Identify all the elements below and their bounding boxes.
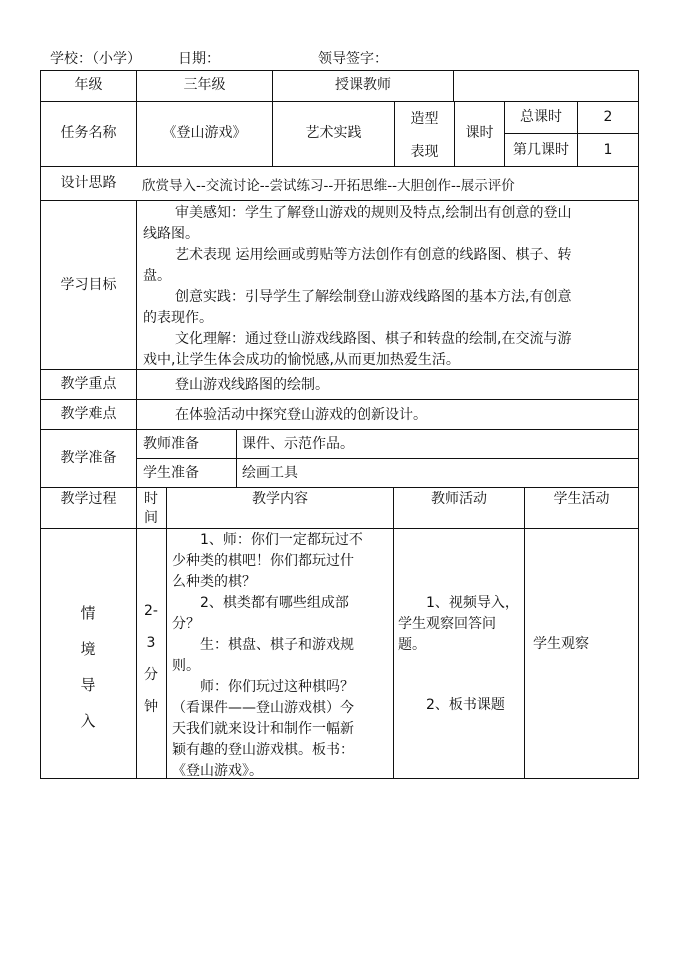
stage-content: 1、师：你们一定都玩过不 少种类的棋吧！你们都玩过什 么种类的棋？ 2、棋类都有哪些组成部 分？ 生：棋盘、棋子和游戏规 则。 师：你们玩过这种棋吗？ （看课件——登山游戏棋）今 天我们就来设计和制作一幅新 颖有趣的登山游戏棋。板书： 《登山游戏》。 bbox=[172, 532, 363, 779]
teacher-activity-header: 教师活动 bbox=[431, 491, 487, 507]
total-hours-label: 总课时 bbox=[520, 109, 562, 125]
teacher-prep-label: 教师准备 bbox=[143, 436, 199, 452]
hours-label: 课时 bbox=[465, 125, 494, 141]
task-value: 《登山游戏》 bbox=[162, 125, 247, 141]
key-point-label: 教学重点 bbox=[60, 376, 117, 392]
teacher-label: 授课教师 bbox=[335, 77, 391, 93]
teacher-activity: 1、视频导入， 学生观察回答问 题。 bbox=[398, 595, 519, 653]
goal-item: 审美感知：学生了解登山游戏的规则及特点,绘制出有创意的登山 线路图。 bbox=[143, 205, 572, 242]
goal-item: 文化理解：通过登山游戏线路图、棋子和转盘的绘制,在交流与游 戏中,让学生体会成功的愉悦感,从而更加热爱生活。 bbox=[143, 331, 572, 368]
lesson-number-value: 1 bbox=[603, 142, 613, 158]
date-label: 日期： bbox=[178, 51, 220, 67]
stage-name: 情 境 导 入 bbox=[80, 604, 96, 730]
task-label: 任务名称 bbox=[60, 125, 117, 141]
student-prep-text: 绘画工具 bbox=[242, 465, 298, 481]
total-hours-value: 2 bbox=[603, 109, 613, 125]
type-value: 艺术实践 bbox=[305, 125, 362, 141]
stage-time: 2- 3 分 钟 bbox=[144, 603, 158, 715]
goal-item: 创意实践：引导学生了解绘制登山游戏线路图的基本方法,有创意 的表现作。 bbox=[143, 289, 572, 326]
field-line1: 造型 bbox=[410, 111, 439, 127]
grade-value: 三年级 bbox=[183, 77, 226, 93]
student-activity-header: 学生活动 bbox=[553, 491, 610, 507]
teacher-prep-text: 课件、示范作品。 bbox=[242, 436, 354, 452]
difficulty-label: 教学难点 bbox=[60, 406, 117, 422]
teacher-activity-2: 2、板书课题 bbox=[398, 697, 505, 713]
leader-signature-label: 领导签字： bbox=[318, 51, 388, 67]
content-header: 教学内容 bbox=[252, 491, 308, 507]
student-activity: 学生观察 bbox=[533, 636, 589, 652]
school-label: 学校：（小学） bbox=[50, 51, 141, 67]
grade-label: 年级 bbox=[74, 77, 103, 93]
design-label: 设计思路 bbox=[60, 175, 117, 191]
key-point-text: 登山游戏线路图的绘制。 bbox=[175, 377, 329, 393]
student-prep-label: 学生准备 bbox=[143, 465, 199, 481]
difficulty-text: 在体验活动中探究登山游戏的创新设计。 bbox=[175, 407, 427, 423]
field-line2: 表现 bbox=[410, 144, 439, 160]
goals-list bbox=[143, 203, 637, 371]
lesson-number-label: 第几课时 bbox=[513, 142, 569, 158]
goal-item: 艺术表现 运用绘画或剪贴等方法创作有创意的线路图、棋子、转 盘。 bbox=[143, 247, 572, 284]
process-header: 教学过程 bbox=[60, 491, 117, 507]
design-text: 欣赏导入--交流讨论--尝试练习--开拓思维--大胆创作--展示评价 bbox=[142, 178, 515, 194]
goals-label: 学习目标 bbox=[60, 277, 117, 293]
time-header-1: 时 bbox=[144, 491, 158, 507]
prep-label: 教学准备 bbox=[60, 450, 117, 466]
time-header-2: 间 bbox=[144, 510, 158, 526]
